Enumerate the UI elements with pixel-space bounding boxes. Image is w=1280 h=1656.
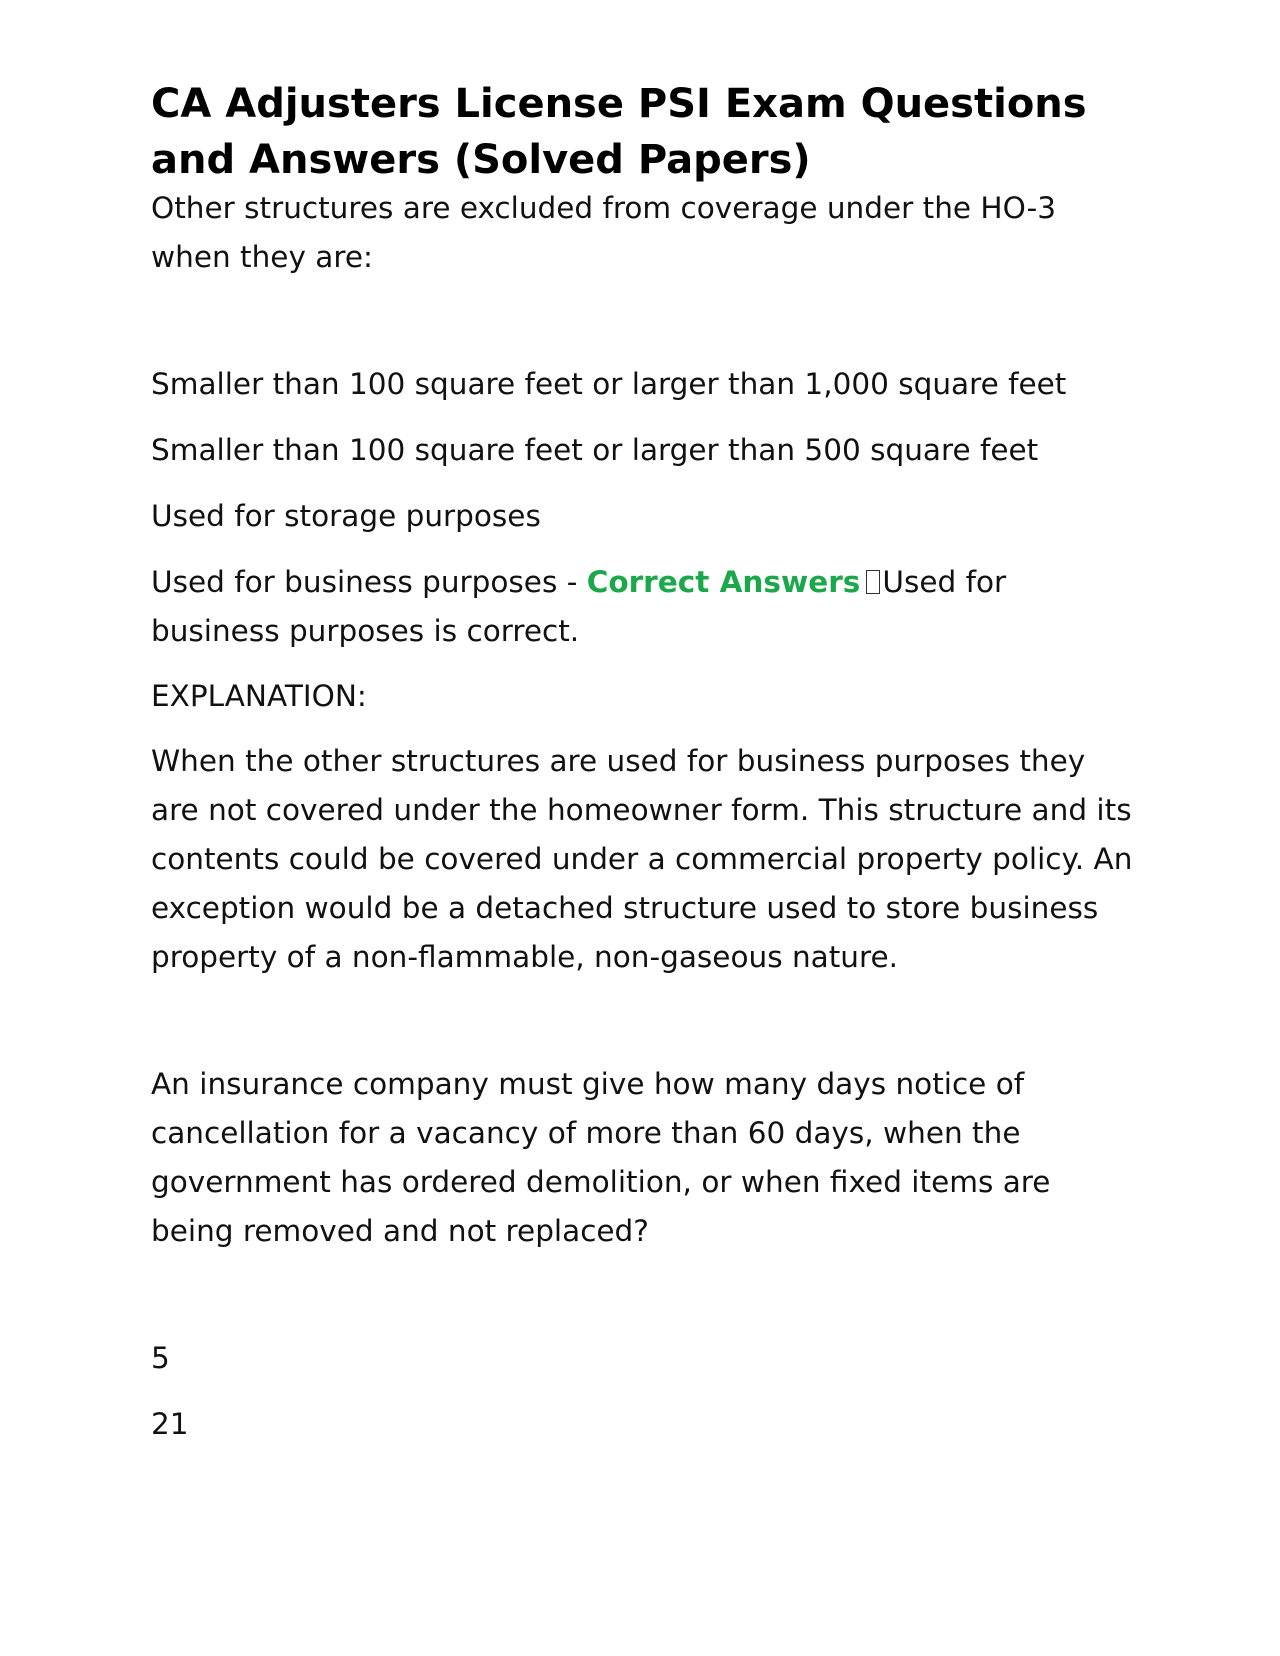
document-title: CA Adjusters License PSI Exam Questions and Answers (Solved Papers) bbox=[151, 81, 1087, 183]
question-2-text: An insurance company must give how many days notice of cancellation for a vacancy of more than 60 days, when the government has ordered demolition, or when fixed items are being removed and not replaced? bbox=[151, 1067, 1051, 1248]
document-page bbox=[151, 76, 1141, 1449]
question-2-option-2: 21 bbox=[151, 1407, 189, 1441]
question-1-text: Other structures are excluded from coverage under the HO-3 when they are: bbox=[151, 191, 1057, 274]
missing-glyph-icon bbox=[866, 570, 880, 594]
question-1-option-2: Smaller than 100 square feet or larger than 500 square feet bbox=[151, 433, 1039, 467]
answer-prefix: Used for business purposes - bbox=[151, 565, 587, 599]
explanation-text: When the other structures are used for business purposes they are not covered under the homeowner form. This structure and its contents could be covered under a commercial property policy. An exception would be a detached structure used to store business property of a non-flammable, non-gaseous nature. bbox=[151, 744, 1133, 974]
correct-answers-label: Correct Answers bbox=[586, 565, 861, 599]
explanation-label: EXPLANATION: bbox=[151, 679, 367, 713]
question-1-option-1: Smaller than 100 square feet or larger than 1,000 square feet bbox=[151, 367, 1067, 401]
question-2-option-1: 5 bbox=[151, 1341, 170, 1375]
question-1-answer bbox=[151, 558, 1141, 656]
answer-text: Used for business purposes is correct. bbox=[151, 565, 1007, 648]
question-1-option-3: Used for storage purposes bbox=[151, 499, 541, 533]
